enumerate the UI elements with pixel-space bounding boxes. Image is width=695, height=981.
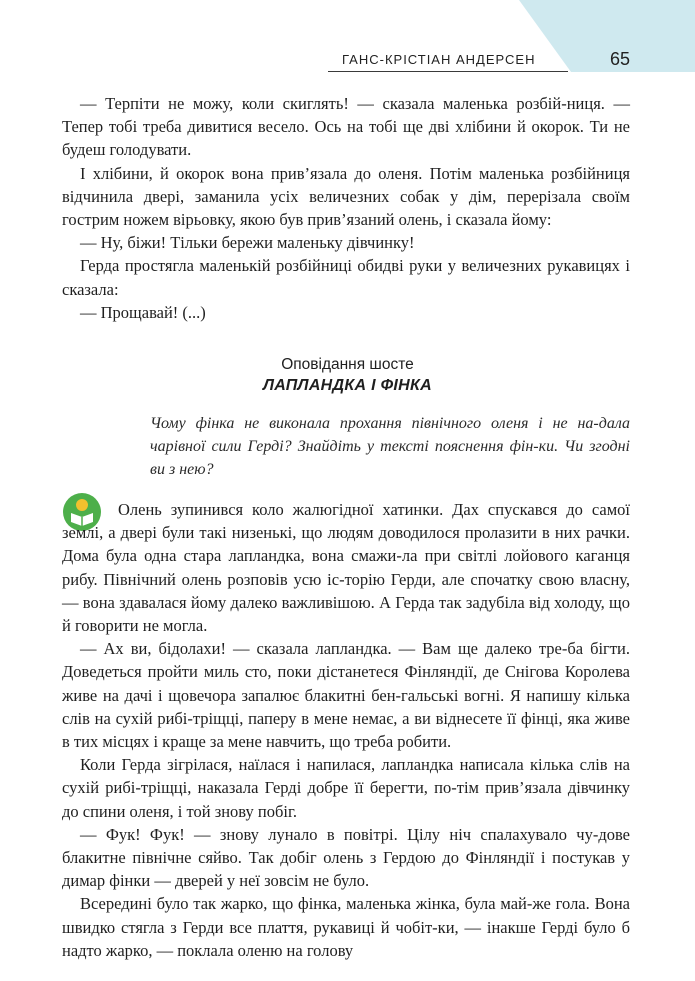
paragraph: Всередині було так жарко, що фінка, маленька жінка, була май-же гола. Вона швидко стягла з Герди все плаття, рукавиці й чобіт-ки, — інакше Герді було б надто жарко, — поклала оленю на голову [62, 894, 630, 960]
section-title: ЛАПЛАНДКА І ФІНКА [262, 377, 433, 394]
body-text-block [62, 498, 630, 962]
paragraph: Герда простягла маленькій розбійниці обидві руки у величезних рукавицях і сказала: [62, 256, 630, 299]
paragraph: — Фук! Фук! — знову лунало в повітрі. Цілу ніч спалахувало чу-дове блакитне північне сяйво. Так добіг олень з Гердою до Фінляндії і постукав у димар фінки — дверей у неї зовсім не було. [62, 824, 630, 891]
paragraph: Коли Герда зігрілася, наїлася і напилася, лапландка написала кілька слів на сухій рибі-тріщці, наказала Герді добре її берегти, по-тім прив’язала дівчинку до спини оленя, і той знову побіг. [62, 755, 630, 821]
paragraph: — Ну, біжи! Тільки бережи маленьку дівчинку! [80, 233, 415, 253]
running-header-author: ГАНС-КРІСТІАН АНДЕРСЕН [342, 52, 536, 67]
section-label: Оповідання шосте [281, 356, 414, 373]
study-question: Чому фінка не виконала прохання північного оленя і не на-дала чарівної сили Герді? Знайдіть у тексті пояснення фін-ки. Чи згодні ви з нею? [150, 415, 630, 479]
paragraph: — Терпіти не можу, коли скиглять! — сказала маленька розбій-ниця. — Тепер тобі треба дивитися весело. Ось на тобі ще дві хлібини й окорок. Ти не будеш голодувати. [62, 94, 630, 160]
paragraph: — Прощавай! (...) [80, 302, 206, 322]
page-number: 65 [610, 49, 631, 69]
header-rule [328, 71, 568, 72]
paragraph: — Ах ви, бідолахи! — сказала лапландка. — Вам ще далеко тре-ба бігти. Доведеться пройти миль сто, поки дістанетеся Фінляндії, де Снігова Королева живе на дачі і щовечора запалює блакитні бен-гальські вогні. Я напишу кілька слів на сухій рибі-тріщці, паперу в мене немає, а ви віднесете її фінці, яка живе в тих місцях і краще за мене навчить, що треба робити. [62, 639, 630, 752]
page-corner-decoration [519, 0, 695, 72]
paragraph: Олень зупинився коло жалюгідної хатинки. Дах спускався до самої землі, а двері були такі низенькі, що людям доводилося пролазити в них рачки. Дома була одна стара лапландка, вона смажи-ла при світлі лойового каганця рибу. Північний олень розповів усю іс-торію Герди, але спочатку свою власну, — вона здавалася йому далеко важливішою. А Герда так задубіла від холоду, що й говорити не могла. [62, 500, 630, 636]
top-text-block [62, 92, 630, 324]
paragraph: І хлібини, й окорок вона прив’язала до оленя. Потім маленька розбійниця відчинила двері, заманила усіх величезних собак у дім, перерізала своїм гострим ножем вірьовку, якою був прив’язаний олень, і сказала йому: [62, 163, 630, 230]
